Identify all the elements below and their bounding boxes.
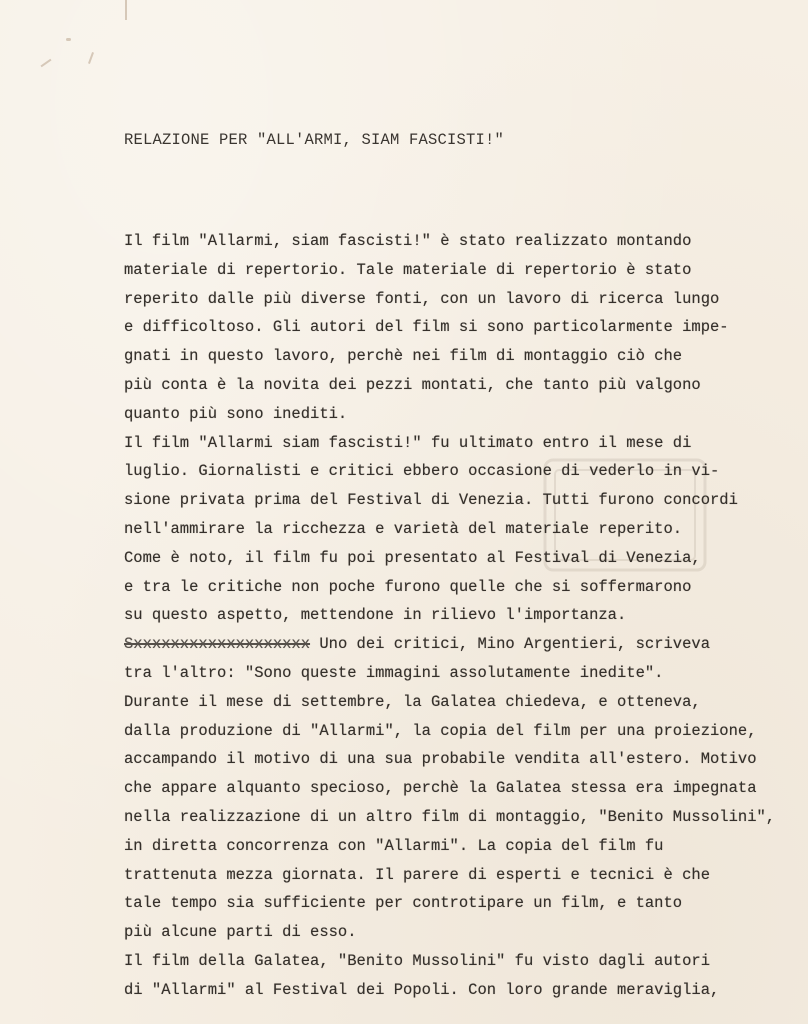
document-title: RELAZIONE PER "ALL'ARMI, SIAM FASCISTI!" (124, 131, 505, 149)
body-line: tra l'altro: "Sono queste immagini assolutamente inedite". (124, 663, 664, 682)
body-line: reperito dalle più diverse fonti, con un lavoro di ricerca lungo (124, 289, 720, 308)
body-line: Il film "Allarmi siam fascisti!" fu ultimato entro il mese di (124, 433, 692, 452)
body-line: tale tempo sia sufficiente per controtipare un film, e tanto (124, 894, 683, 913)
body-line: materiale di repertorio. Tale materiale di repertorio è stato (124, 260, 692, 279)
body-line: Come è noto, il film fu poi presentato al Festival di Venezia, (124, 548, 701, 567)
paper-blemish (88, 52, 94, 64)
body-line: Il film della Galatea, "Benito Mussolini" fu visto dagli autori (124, 951, 710, 970)
paper-blemish (66, 38, 71, 41)
body-line: accampando il motivo di una sua probabile vendita all'estero. Motivo (124, 750, 757, 769)
body-line: che appare alquanto specioso, perchè la Galatea stessa era impegnata (124, 779, 757, 798)
body-line: gnati in questo lavoro, perchè nei film di montaggio ciò che (124, 347, 683, 366)
body-line: Il film "Allarmi, siam fascisti!" è stato realizzato montando (124, 232, 692, 250)
body-line: in diretta concorrenza con "Allarmi". La copia del film fu (124, 836, 664, 855)
body-line: e tra le critiche non poche furono quelle che si soffermarono (124, 577, 692, 596)
paper-blemish (41, 59, 52, 68)
body-line: e difficoltoso. Gli autori del film si sono particolarmente impe- (124, 318, 729, 337)
body-line: luglio. Giornalisti e critici ebbero occasione di vederlo in vi- (124, 462, 720, 481)
body-line: Durante il mese di settembre, la Galatea chiedeva, e otteneva, (124, 692, 701, 711)
body-line: più conta è la novita dei pezzi montati, che tanto più valgono (124, 375, 701, 394)
body-line: nell'ammirare la ricchezza e varietà del materiale reperito. (124, 519, 683, 538)
body-line: di "Allarmi" al Festival dei Popoli. Con loro grande meraviglia, (124, 980, 720, 999)
body-line: dalla produzione di "Allarmi", la copia del film per una proiezione, (124, 721, 757, 740)
body-line: sione privata prima del Festival di Venezia. Tutti furono concordi (124, 491, 738, 510)
body-line: più alcune parti di esso. (124, 923, 357, 942)
body-line-with-strikeout (124, 630, 799, 659)
paper-blemish (125, 0, 127, 20)
body-line: quanto più sono inediti. (124, 404, 348, 423)
body-line: nella realizzazione di un altro film di montaggio, "Benito Mussolini", (124, 807, 776, 826)
struck-out-text: Sxxxxxxxxxxxxxxxxxxx (124, 635, 311, 654)
body-line: trattenuta mezza giornata. Il parere di esperti e tecnici è che (124, 865, 710, 884)
body-line-continuation: Uno dei critici, Mino Argentieri, scriveva (319, 635, 711, 654)
document-body (124, 227, 799, 1005)
body-line: su questo aspetto, mettendone in rilievo l'importanza. (124, 606, 627, 625)
